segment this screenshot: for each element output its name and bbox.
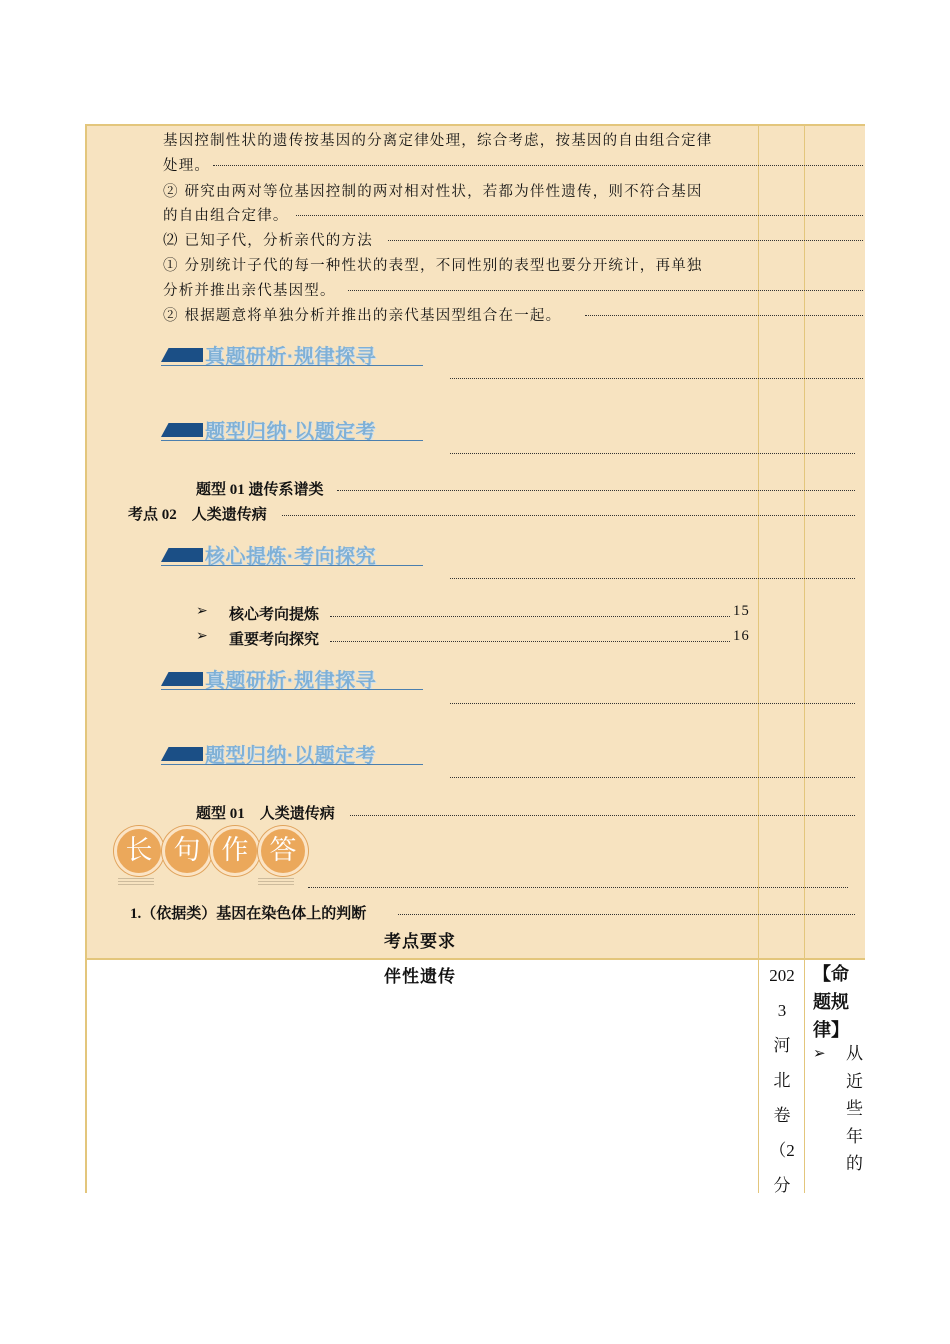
section-banner[interactable] [161, 542, 425, 568]
leader-dots [450, 453, 855, 454]
section-banner[interactable] [161, 342, 425, 368]
leader-dots [308, 887, 848, 888]
banner-bar-icon [161, 348, 203, 362]
source-char: 202 [769, 966, 795, 985]
body-line: ⑵ 已知子代，分析亲代的方法 [163, 233, 373, 249]
body-line: 分析并推出亲代基因型。 [163, 283, 336, 299]
rule-title: 题规 [813, 992, 849, 1012]
banner-bar-icon [161, 548, 203, 562]
source-char: 分 [773, 1176, 791, 1195]
section-banner[interactable] [161, 666, 425, 692]
source-char: （2 [769, 1141, 795, 1160]
section-banner[interactable] [161, 741, 425, 767]
banner-underline [161, 689, 423, 690]
heading-char: 句 [162, 826, 212, 876]
body-line: ② 根据题意将单独分析并推出的亲代基因型组合在一起。 [163, 308, 562, 324]
body-line: 处理。 [163, 158, 211, 174]
body-line: 基因控制性状的遗传按基因的分离定律处理，综合考虑，按基因的自由组合定律 [163, 133, 713, 149]
toc-entry-kaodian02[interactable]: 考点 02 人类遗传病 [128, 507, 267, 523]
banner-title: 真题研析·规律探寻 [205, 670, 377, 692]
banner-title: 题型归纳·以题定考 [205, 421, 377, 443]
leader-dots [282, 515, 855, 516]
leader-dots [388, 240, 863, 241]
banner-bar-icon [161, 423, 203, 437]
banner-underline [161, 764, 423, 765]
rule-char: 些 [846, 1099, 863, 1118]
banner-bar-icon [161, 747, 203, 761]
source-char: 北 [773, 1071, 791, 1090]
heading-char: 答 [258, 826, 308, 876]
arrow-bullet-icon: ➢ [196, 628, 208, 644]
rule-char: 的 [846, 1154, 863, 1173]
leader-dots [350, 815, 855, 816]
leader-dots [450, 378, 863, 379]
rule-char: 从 [846, 1044, 863, 1063]
section-banner[interactable] [161, 417, 425, 443]
leader-dots [337, 490, 855, 491]
banner-underline [161, 440, 423, 441]
source-column [760, 958, 804, 1203]
toc-entry-core[interactable]: 核心考向提炼 [229, 607, 320, 623]
leader-dots [330, 616, 730, 617]
toc-entry-type01-human[interactable]: 题型 01 人类遗传病 [196, 806, 335, 822]
column-divider [804, 126, 805, 1193]
rule-char: 年 [846, 1126, 863, 1146]
arrow-bullet-icon: ➢ [813, 1044, 826, 1062]
leader-dots [450, 578, 855, 579]
leader-dots [398, 914, 855, 915]
leader-dots [450, 703, 855, 704]
rule-title: 律】 [813, 1020, 849, 1040]
toc-entry-important[interactable]: 重要考向探究 [229, 632, 320, 648]
banner-bar-icon [161, 672, 203, 686]
banner-underline [161, 365, 423, 366]
body-line: ② 研究由两对等位基因控制的两对相对性状，若都为伴性遗传，则不符合基因 [163, 184, 703, 200]
body-line: ① 分别统计子代的每一种性状的表型，不同性别的表型也要分开统计，再单独 [163, 258, 703, 274]
heading-char: 作 [210, 826, 260, 876]
toc-page-number: 16 [733, 628, 750, 644]
banner-underline [161, 565, 423, 566]
leader-dots [585, 315, 863, 316]
source-char: 河 [773, 1036, 791, 1055]
table-header: 考点要求 [384, 932, 456, 951]
leader-dots [348, 290, 863, 291]
rule-box [813, 960, 865, 1044]
toc-page-number: 15 [733, 603, 750, 619]
rule-char: 近 [846, 1071, 863, 1091]
toc-entry-type01-family[interactable]: 题型 01 遗传系谱类 [196, 482, 324, 498]
leader-dots [296, 215, 863, 216]
source-char: 3 [777, 1001, 787, 1020]
banner-title: 真题研析·规律探寻 [205, 346, 377, 368]
leader-dots [330, 641, 730, 642]
column-divider [758, 126, 759, 1193]
body-line: 的自由组合定律。 [163, 208, 289, 224]
arrow-bullet-icon: ➢ [196, 603, 208, 619]
rule-text [846, 1040, 866, 1178]
topic-cell [87, 958, 865, 1195]
heading-char: 长 [114, 826, 164, 876]
leader-dots [213, 165, 863, 166]
source-char: 卷 [773, 1106, 791, 1125]
banner-title: 核心提炼·考向探究 [205, 546, 377, 568]
toc-entry-long-answer-1[interactable]: 1.（依据类）基因在染色体上的判断 [130, 906, 367, 922]
rule-title: 【命 [813, 964, 849, 984]
banner-title: 题型归纳·以题定考 [205, 745, 377, 767]
topic-title: 伴性遗传 [384, 967, 456, 986]
decorative-stripes [258, 878, 294, 886]
leader-dots [450, 777, 855, 778]
decorative-stripes [118, 878, 154, 886]
